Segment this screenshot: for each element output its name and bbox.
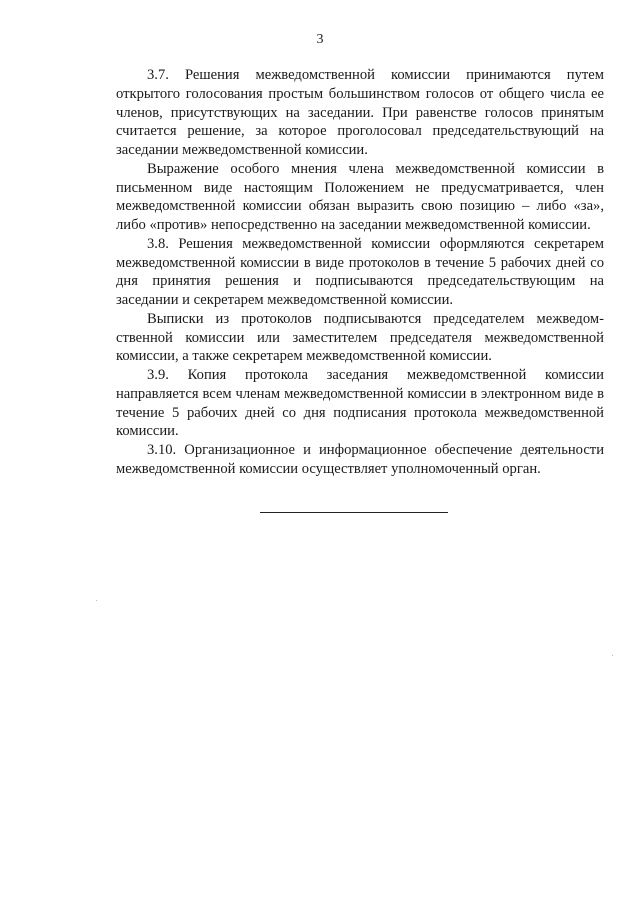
paragraph-3-10: 3.10. Организационное и информационное обеспечение деятельности межведомственной комиссии осуществляет уполномоченный орган. xyxy=(116,442,604,477)
document-body xyxy=(116,66,604,479)
paragraph-3-9: 3.9. Копия протокола заседания межведомственной комиссии направляется всем членам межведомственной комиссии в электронном виде в течение 5 рабочих дней со дня подписания протокола межведомственной комиссии. xyxy=(116,367,604,440)
page-number: 3 xyxy=(316,32,324,47)
scan-speck xyxy=(612,655,613,656)
end-of-text-divider xyxy=(260,512,448,513)
paragraph-3-8: 3.8. Решения межведомственной комиссии оформляются секретарем межведомственной комиссии в виде протоколов в течение 5 рабочих дней со дня принятия решения и подписываются председательствующим на заседании и секретарем межведомственной комиссии. xyxy=(116,235,604,308)
scan-speck xyxy=(96,600,97,601)
paragraph-dissenting-opinion: Выражение особого мнения члена межведомственной комиссии в письменном виде настоящим Положением не предусматривается, член межведомственной комиссии обязан выразить свою позицию – либо «за», либо «против» непосредственно на заседании межведомственной комиссии. xyxy=(116,160,604,233)
paragraph-protocol-extracts: Выписки из протоколов подписываются председателем межведомственной комиссии или заместителем председателя межведомственной комиссии, а также секретарем межведомственной комиссии. xyxy=(116,310,604,365)
paragraph-3-7: 3.7. Решения межведомственной комиссии принимаются путем открытого голосования простым большинством голосов от общего числа ее членов, присутствующих на заседании. При равенстве голосов принятым считается решение, за которое проголосовал председательствующий на заседании межведомственной комиссии. xyxy=(116,67,604,158)
